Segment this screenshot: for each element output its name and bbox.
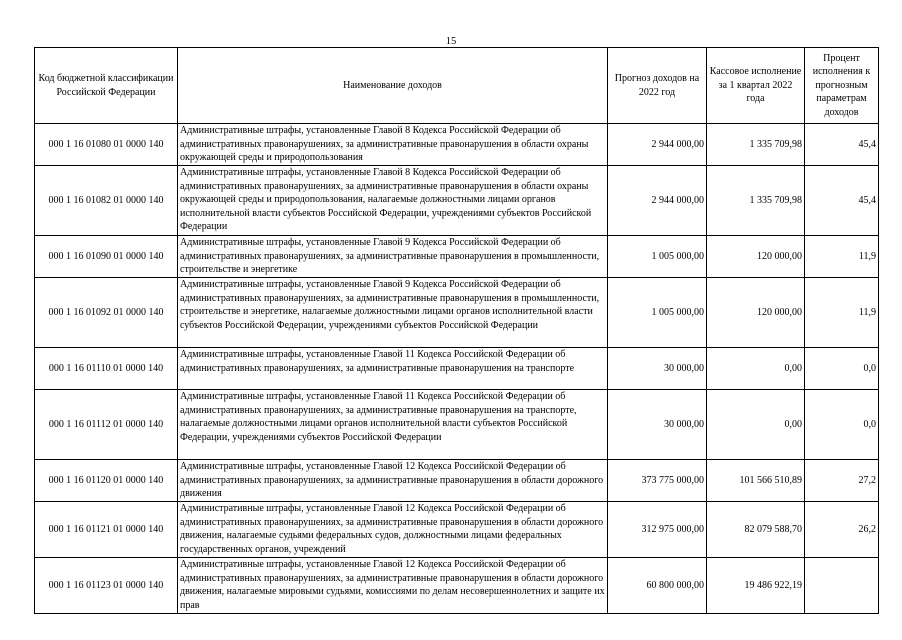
row-code: 000 1 16 01090 01 0000 140 <box>35 236 178 278</box>
page-number: 15 <box>445 36 457 47</box>
row-name: Административные штрафы, установленные Главой 12 Кодекса Российской Федерации об административных правонарушениях, за административные правонарушения в области дорожного движения <box>178 460 608 502</box>
row-name: Административные штрафы, установленные Главой 8 Кодекса Российской Федерации об административных правонарушениях, за административные правонарушения в области охраны окружающей среды и природопользования, налагаемые должностными лицами органов исполнительной власти субъектов Российской Федерации, учреждениями субъектов Российской Федерации <box>178 166 608 236</box>
row-code: 000 1 16 01121 01 0000 140 <box>35 502 178 558</box>
row-code: 000 1 16 01123 01 0000 140 <box>35 558 178 614</box>
row-percent: 11,9 <box>805 278 879 348</box>
row-name: Административные штрафы, установленные Главой 8 Кодекса Российской Федерации об административных правонарушениях, за административные правонарушения в области охраны окружающей среды и природопользования <box>178 124 608 166</box>
row-execution: 1 335 709,98 <box>707 124 805 166</box>
row-forecast: 373 775 000,00 <box>608 460 707 502</box>
row-code: 000 1 16 01080 01 0000 140 <box>35 124 178 166</box>
header-percent: Процент исполнения к прогнозным параметрам доходов <box>805 48 879 124</box>
row-percent: 11,9 <box>805 236 879 278</box>
row-execution: 1 335 709,98 <box>707 166 805 236</box>
row-percent: 45,4 <box>805 166 879 236</box>
row-name: Административные штрафы, установленные Главой 12 Кодекса Российской Федерации об административных правонарушениях, за административные правонарушения в области дорожного движения, налагаемые мировыми судьями, комиссиями по делам несовершеннолетних и защите их прав <box>178 558 608 614</box>
table-row <box>35 460 879 502</box>
row-name: Административные штрафы, установленные Главой 9 Кодекса Российской Федерации об административных правонарушениях, за административные правонарушения в промышленности, строительстве и энергетике <box>178 236 608 278</box>
row-percent <box>805 558 879 614</box>
row-percent: 45,4 <box>805 124 879 166</box>
row-forecast: 312 975 000,00 <box>608 502 707 558</box>
row-percent: 27,2 <box>805 460 879 502</box>
row-execution: 120 000,00 <box>707 236 805 278</box>
row-forecast: 2 944 000,00 <box>608 124 707 166</box>
row-execution: 82 079 588,70 <box>707 502 805 558</box>
row-name: Административные штрафы, установленные Главой 12 Кодекса Российской Федерации об административных правонарушениях, за административные правонарушения в области дорожного движения, налагаемые судьями федеральных судов, должностными лицами федеральных государственных органов, учреждений <box>178 502 608 558</box>
row-forecast: 1 005 000,00 <box>608 236 707 278</box>
row-execution: 0,00 <box>707 348 805 390</box>
row-forecast: 30 000,00 <box>608 390 707 460</box>
table-row <box>35 236 879 278</box>
row-execution: 120 000,00 <box>707 278 805 348</box>
table-row <box>35 558 879 614</box>
row-forecast: 1 005 000,00 <box>608 278 707 348</box>
revenue-table <box>34 47 879 614</box>
row-execution: 19 486 922,19 <box>707 558 805 614</box>
row-code: 000 1 16 01092 01 0000 140 <box>35 278 178 348</box>
row-code: 000 1 16 01112 01 0000 140 <box>35 390 178 460</box>
row-name: Административные штрафы, установленные Главой 11 Кодекса Российской Федерации об административных правонарушениях, за административные правонарушения на транспорте, налагаемые должностными лицами органов исполнительной власти субъектов Российской Федерации, учреждениями субъектов Российской Федерации <box>178 390 608 460</box>
table-row <box>35 390 879 460</box>
header-code: Код бюджетной классификации Российской Федерации <box>35 48 178 124</box>
row-name: Административные штрафы, установленные Главой 11 Кодекса Российской Федерации об административных правонарушениях, за административные правонарушения на транспорте <box>178 348 608 390</box>
header-execution: Кассовое исполнение за 1 квартал 2022 года <box>707 48 805 124</box>
row-forecast: 30 000,00 <box>608 348 707 390</box>
table-row <box>35 502 879 558</box>
row-percent: 0,0 <box>805 390 879 460</box>
row-name: Административные штрафы, установленные Главой 9 Кодекса Российской Федерации об административных правонарушениях, за административные правонарушения в промышленности, строительстве и энергетике, налагаемые должностными лицами органов исполнительной власти субъектов Российской Федерации, учреждениями субъектов Российской Федерации <box>178 278 608 348</box>
row-percent: 26,2 <box>805 502 879 558</box>
row-code: 000 1 16 01082 01 0000 140 <box>35 166 178 236</box>
table-row <box>35 348 879 390</box>
table-row <box>35 166 879 236</box>
table-row <box>35 124 879 166</box>
header-name: Наименование доходов <box>178 48 608 124</box>
row-code: 000 1 16 01120 01 0000 140 <box>35 460 178 502</box>
header-forecast: Прогноз доходов на 2022 год <box>608 48 707 124</box>
row-execution: 0,00 <box>707 390 805 460</box>
table-row <box>35 278 879 348</box>
row-execution: 101 566 510,89 <box>707 460 805 502</box>
header-row <box>35 48 879 124</box>
row-percent: 0,0 <box>805 348 879 390</box>
row-forecast: 2 944 000,00 <box>608 166 707 236</box>
row-code: 000 1 16 01110 01 0000 140 <box>35 348 178 390</box>
row-forecast: 60 800 000,00 <box>608 558 707 614</box>
